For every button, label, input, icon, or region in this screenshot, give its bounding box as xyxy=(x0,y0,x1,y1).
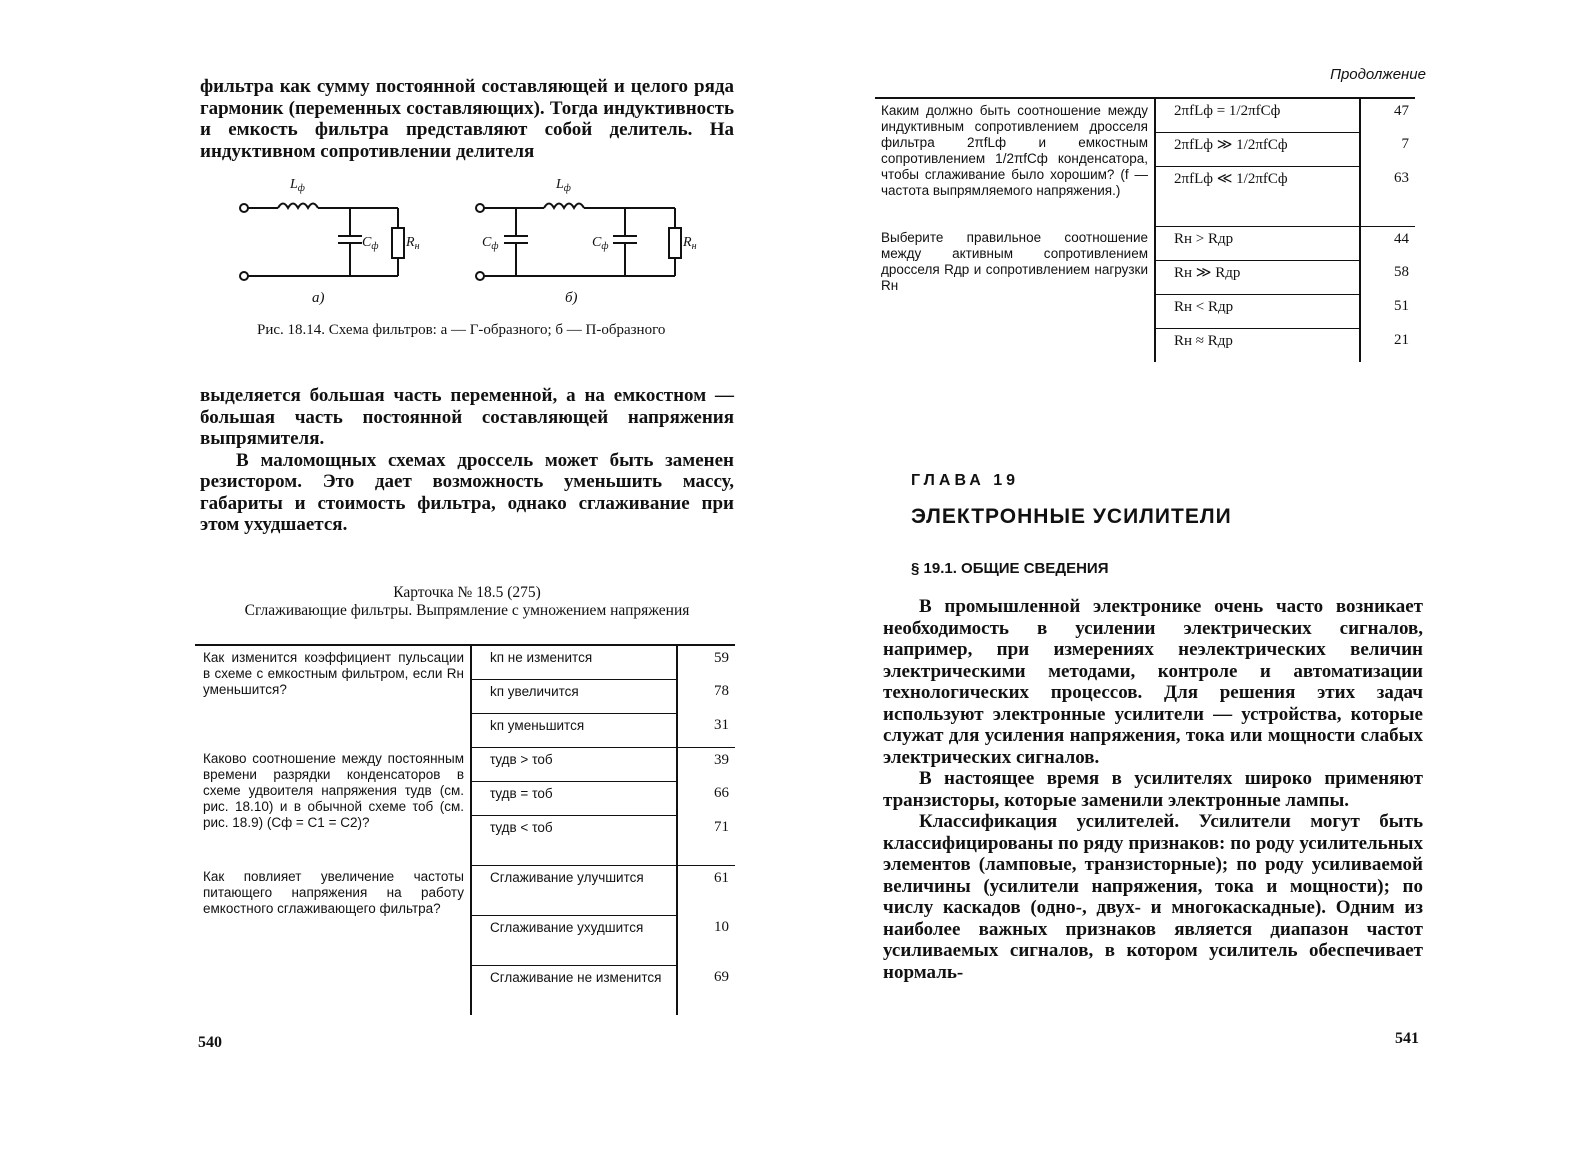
paragraph-2: В настоящее время в усилителях широко применяют транзисторы, которые заменили электронные лампы. xyxy=(883,768,1423,811)
filter-schematic xyxy=(230,172,730,312)
answer-code: 7 xyxy=(1401,136,1409,152)
resistor-label-b: $R_н$ xyxy=(683,235,697,252)
right-page xyxy=(793,0,1586,1159)
answer-option[interactable]: Rн > Rдр xyxy=(1155,226,1360,260)
paragraph-3-text: Усилители могут быть классифицированы по ряду признаков: по роду усилительных элементов (ламповые, транзисторные); по роду усиливаемой величины (усилители напряжения, тока и мощности); по числу каскадов (одно-, двух- и многокаскадные). Одним из наиболее важных признаков является диапазон частот усиливаемых сигналов, в котором усилитель обеспечивает нормаль- xyxy=(883,811,1423,983)
answer-option[interactable]: Rн < Rдр xyxy=(1155,294,1360,328)
card-subtitle: Сглаживающие фильтры. Выпрямление с умножением напряжения xyxy=(244,602,690,619)
answer-code: 51 xyxy=(1394,298,1409,314)
table-row xyxy=(875,98,1415,132)
figure-caption: Рис. 18.14. Схема фильтров: а — Г-образного; б — П-образного xyxy=(257,322,666,338)
answer-option[interactable]: kп не изменится xyxy=(471,645,677,679)
paragraph-3 xyxy=(883,811,1423,983)
answer-code: 66 xyxy=(714,785,729,801)
card-header xyxy=(200,584,734,620)
continued-question-table xyxy=(875,97,1415,362)
table-row xyxy=(195,747,735,781)
answer-option[interactable]: 2πfLф ≫ 1/2πfCф xyxy=(1155,132,1360,166)
answer-option[interactable]: τудв > τоб xyxy=(471,747,677,781)
card-title: Карточка № 18.5 (275) xyxy=(393,584,541,601)
answer-option[interactable]: Rн ≈ Rдр xyxy=(1155,328,1360,362)
answer-code: 61 xyxy=(714,869,729,886)
answer-code: 58 xyxy=(1394,264,1409,280)
mid-paragraph-2: В маломощных схемах дроссель может быть заменен резистором. Это дает возможность уменьшить массу, габариты и стоимость фильтра, однако сглаживание при этом ухудшается. xyxy=(200,449,734,535)
card-question-table xyxy=(195,644,735,1015)
question-cell: Каким должно быть соотношение между индуктивным сопротивлением дросселя фильтра 2πfLф и емкостным сопротивлением 1/2πfCф конденсатора, чтобы сглаживание было хорошим? (f — частота выпрямляемого напряжения.) xyxy=(875,98,1155,226)
question-cell: Выберите правильное соотношение между активным сопротивлением дросселя Rдр и сопротивлением нагрузки Rн xyxy=(875,226,1155,362)
answer-code: 59 xyxy=(677,645,735,679)
answer-option[interactable]: τудв < τоб xyxy=(471,815,677,865)
chapter-title: ЭЛЕКТРОННЫЕ УСИЛИТЕЛИ xyxy=(911,505,1232,528)
resistor-label-a: $R_н$ xyxy=(406,235,420,252)
left-mid-text xyxy=(200,385,734,536)
table-row xyxy=(195,645,735,679)
answer-code: 21 xyxy=(1394,332,1409,348)
question-cell: Каково соотношение между постоянным времени разрядки конденсаторов в схеме удвоителя напряжения τудв (см. рис. 18.10) и в обычной схеме τоб (см. рис. 18.9) (Cф = C1 = C2)? xyxy=(195,747,471,865)
capacitor-label-b2: $C_ф$ xyxy=(592,235,609,252)
answer-option[interactable]: Rн ≫ Rдр xyxy=(1155,260,1360,294)
inductor-label-b: $L_ф$ xyxy=(556,177,571,194)
answer-code: 47 xyxy=(1360,98,1415,132)
section-title: § 19.1. ОБЩИЕ СВЕДЕНИЯ xyxy=(911,560,1109,577)
page-number-left: 540 xyxy=(198,1034,222,1051)
answer-option[interactable]: Сглаживание улучшится xyxy=(471,865,677,915)
figure-sublabel-b: б) xyxy=(565,290,578,306)
figure-sublabel-a: а) xyxy=(312,290,325,306)
filter-schematic-figure xyxy=(230,172,730,312)
answer-code: 10 xyxy=(714,919,729,935)
answer-code: 31 xyxy=(677,713,735,747)
page-number-right: 541 xyxy=(1395,1030,1419,1047)
answer-option[interactable]: 2πfLф = 1/2πfCф xyxy=(1155,98,1360,132)
capacitor-label-a: $C_ф$ xyxy=(362,235,379,252)
question-cell: Как изменится коэффициент пульсации в схеме с емкостным фильтром, если Rн уменьшится? xyxy=(195,645,471,747)
top-paragraph: фильтра как сумму постоянной составляющей и целого ряда гармоник (переменных составляющих). Тогда индуктивность и емкость фильтра представляют собой делитель. На индуктивном сопротивлении делителя xyxy=(200,76,734,162)
mid-paragraph-1: выделяется большая часть переменной, а на емкостном — большая часть постоянной составляющей напряжения выпрямителя. xyxy=(200,385,734,449)
table-row xyxy=(875,226,1415,260)
right-body-text xyxy=(883,596,1423,983)
answer-code: 39 xyxy=(714,751,729,768)
paragraph-1: В промышленной электронике очень часто возникает необходимость в усилении электрических сигналов, например, при измерениях неэлектрических величин электрическими методами, контроле и автоматизации технологических процессов. Для решения этих задач используют электронные усилители — устройства, которые служат для усиления напряжения, тока или мощности слабых электрических сигналов. xyxy=(883,596,1423,768)
answer-option[interactable]: kп уменьшится xyxy=(471,713,677,747)
chapter-label: ГЛАВА 19 xyxy=(911,472,1020,489)
answer-option[interactable]: 2πfLф ≪ 1/2πfCф xyxy=(1155,166,1360,226)
table-row xyxy=(195,865,735,915)
inductor-label-a: $L_ф$ xyxy=(290,177,305,194)
answer-code: 44 xyxy=(1394,230,1409,247)
answer-option[interactable]: kп увеличится xyxy=(471,679,677,713)
answer-code: 78 xyxy=(714,683,729,699)
answer-option[interactable]: Сглаживание не изменится xyxy=(471,965,677,1015)
question-cell: Как повлияет увеличение частоты питающего напряжения на работу емкостного сглаживающего фильтра? xyxy=(195,865,471,1015)
continuation-label: Продолжение xyxy=(1330,66,1426,83)
answer-code: 63 xyxy=(1360,166,1415,226)
answer-code: 71 xyxy=(677,815,735,865)
answer-option[interactable]: Сглаживание ухудшится xyxy=(471,915,677,965)
answer-option[interactable]: τудв = τоб xyxy=(471,781,677,815)
capacitor-label-b1: $C_ф$ xyxy=(482,235,499,252)
classification-term: Классификация усилителей. xyxy=(919,811,1180,832)
answer-code: 69 xyxy=(714,969,729,985)
